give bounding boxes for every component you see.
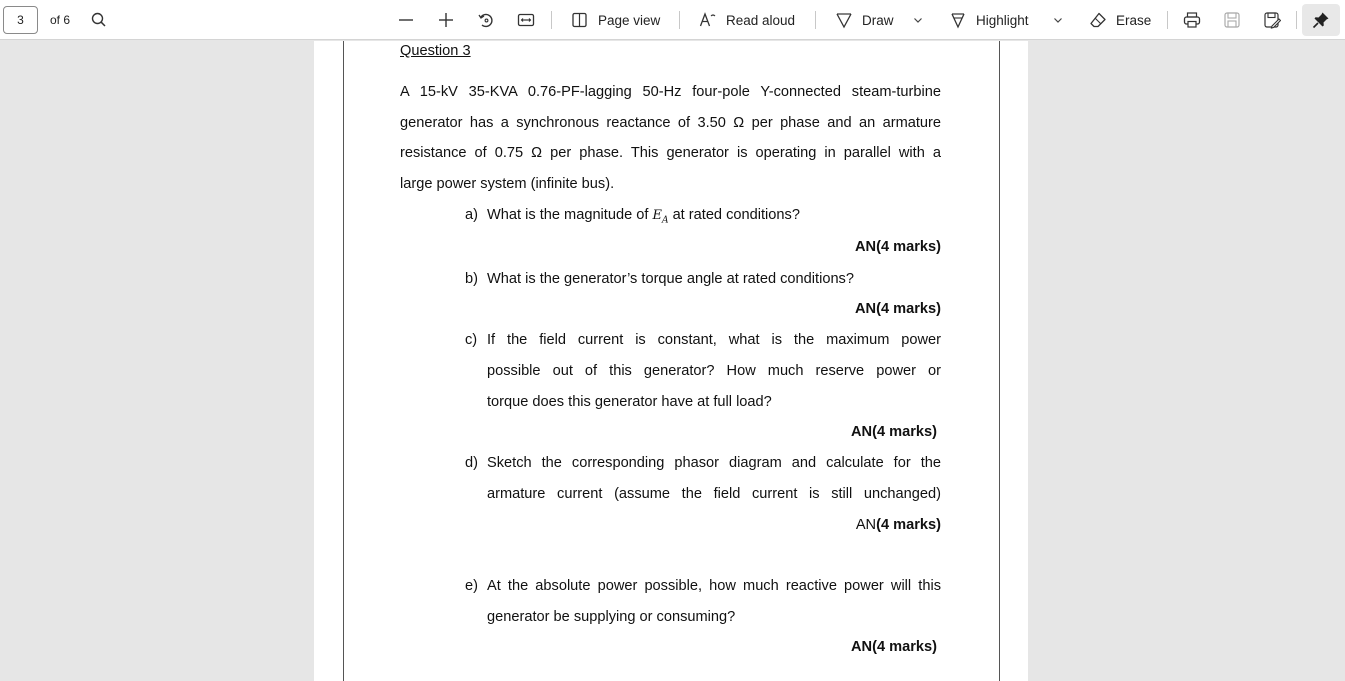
pin-toolbar-button[interactable] xyxy=(1302,4,1340,36)
eraser-icon xyxy=(1089,11,1107,29)
highlight-button[interactable] xyxy=(949,0,1029,40)
erase-label: Erase xyxy=(1116,12,1152,28)
pin-icon xyxy=(1312,11,1330,29)
print-icon xyxy=(1183,11,1201,29)
part-b-label: b) xyxy=(465,271,478,287)
save-as-icon xyxy=(1263,11,1281,29)
part-c-marks: AN(4 marks) xyxy=(851,424,937,440)
highlight-label: Highlight xyxy=(976,12,1029,28)
toolbar-divider xyxy=(551,11,552,29)
page-view-icon xyxy=(571,11,589,29)
part-a-question xyxy=(487,207,800,226)
rotate-icon xyxy=(477,11,495,29)
intro-line: generator has a synchronous reactance of 3.50 Ω per phase and an armature xyxy=(400,115,941,131)
fit-width-button[interactable] xyxy=(517,0,535,40)
intro-line: large power system (infinite bus). xyxy=(400,176,615,192)
read-aloud-label: Read aloud xyxy=(726,12,796,28)
part-a-text: at rated conditions? xyxy=(672,207,800,223)
ea-symbol: $E_A$ xyxy=(652,208,669,226)
part-e-question-line: At the absolute power possible, how much reactive power will this xyxy=(487,578,941,594)
save-icon xyxy=(1223,11,1241,29)
fit-width-icon xyxy=(517,11,535,29)
zoom-in-button[interactable] xyxy=(437,0,455,40)
intro-line: A 15-kV 35-KVA 0.76-PF-lagging 50-Hz four-pole Y-connected steam-turbine xyxy=(400,84,941,100)
part-b-marks: AN(4 marks) xyxy=(855,301,941,317)
page-view-button[interactable] xyxy=(571,0,660,40)
minus-icon xyxy=(397,11,415,29)
question-title: Question 3 xyxy=(400,43,471,59)
part-d-question-line: Sketch the corresponding phasor diagram and calculate for the xyxy=(487,455,941,471)
pdf-page xyxy=(314,41,1028,681)
part-c-label: c) xyxy=(465,332,478,348)
highlight-options-dropdown[interactable] xyxy=(1053,0,1063,40)
save-button[interactable] xyxy=(1223,0,1241,40)
save-as-button[interactable] xyxy=(1263,0,1281,40)
rotate-button[interactable] xyxy=(477,0,495,40)
page-view-label: Page view xyxy=(598,12,661,28)
chevron-down-icon xyxy=(1053,15,1063,25)
part-d-question-line: armature current (assume the field current is still unchanged) xyxy=(487,486,941,502)
part-a-text: What is the magnitude of xyxy=(487,207,649,223)
draw-options-dropdown[interactable] xyxy=(913,0,923,40)
part-c-question-line: possible out of this generator? How much reserve power or xyxy=(487,363,941,379)
draw-icon xyxy=(835,11,853,29)
toolbar-divider xyxy=(815,11,816,29)
pdf-toolbar xyxy=(0,0,1345,40)
page-border-left xyxy=(343,41,344,681)
part-d-label: d) xyxy=(465,455,478,471)
toolbar-divider xyxy=(1167,11,1168,29)
part-e-label: e) xyxy=(465,578,478,594)
toolbar-divider xyxy=(1296,11,1297,29)
print-button[interactable] xyxy=(1183,0,1201,40)
page-count: of 6 xyxy=(50,13,71,27)
plus-icon xyxy=(437,11,455,29)
intro-line: resistance of 0.75 Ω per phase. This generator is operating in parallel with a xyxy=(400,145,941,161)
part-c-question-line: If the field current is constant, what is the maximum power xyxy=(487,332,941,348)
erase-button[interactable] xyxy=(1089,0,1151,40)
search-icon xyxy=(90,11,108,29)
draw-label: Draw xyxy=(862,12,894,28)
zoom-out-button[interactable] xyxy=(397,0,415,40)
part-e-marks: AN(4 marks) xyxy=(851,639,937,655)
read-aloud-button[interactable] xyxy=(699,0,795,40)
part-c-question-line: torque does this generator have at full load? xyxy=(487,394,772,410)
page-border-right xyxy=(999,41,1000,681)
chevron-down-icon xyxy=(913,15,923,25)
page-number-input[interactable]: 3 xyxy=(3,6,38,34)
read-aloud-icon xyxy=(699,11,717,29)
part-a-marks: AN(4 marks) xyxy=(855,239,941,255)
part-b-question: What is the generator’s torque angle at rated conditions? xyxy=(487,271,854,287)
part-e-question-line: generator be supplying or consuming? xyxy=(487,609,736,625)
part-d-marks: AN(4 marks) xyxy=(855,517,941,533)
draw-button[interactable] xyxy=(835,0,894,40)
part-a-label: a) xyxy=(465,207,478,223)
toolbar-divider xyxy=(679,11,680,29)
highlight-icon xyxy=(949,11,967,29)
search-button[interactable] xyxy=(90,0,108,40)
